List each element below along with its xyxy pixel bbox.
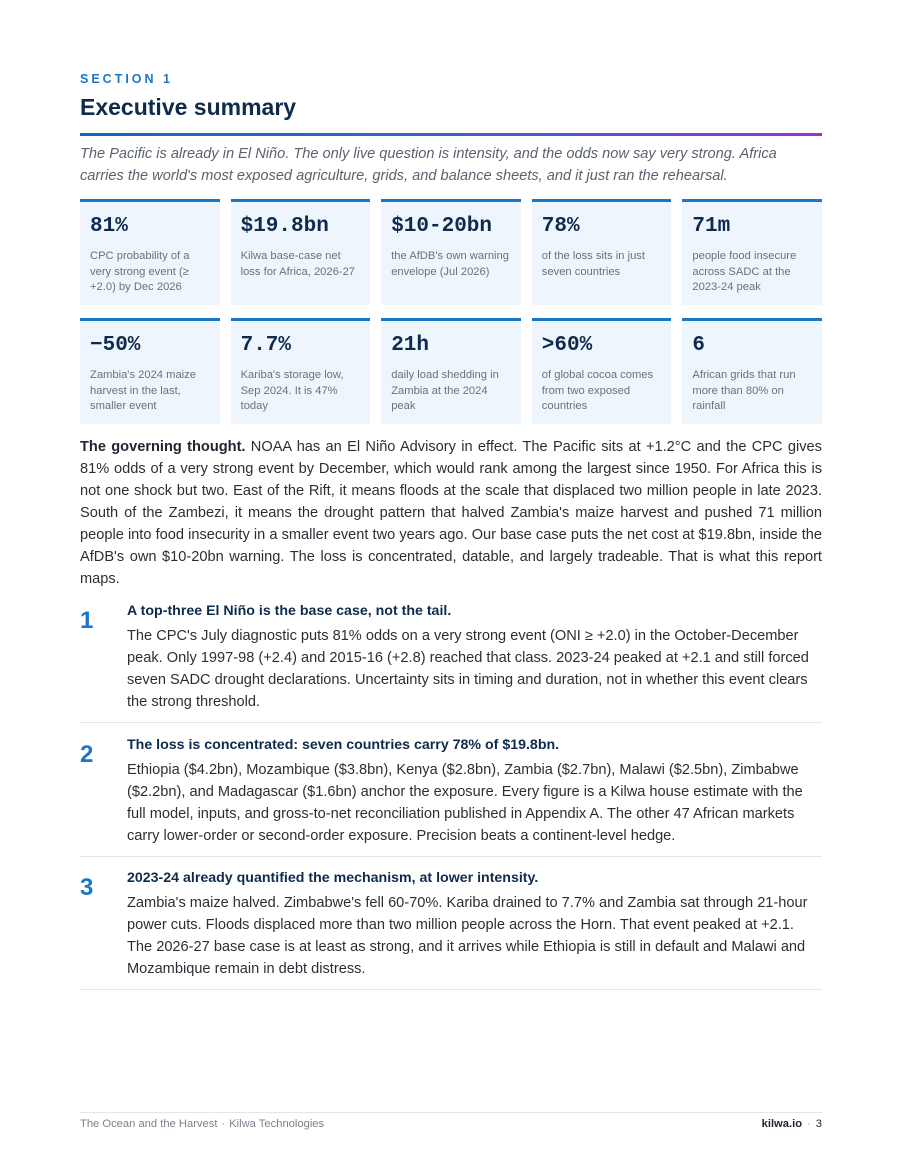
stats-row-2 [80,318,822,424]
finding-body: Ethiopia ($4.2bn), Mozambique ($3.8bn), Kenya ($2.8bn), Zambia ($2.7bn), Malawi ($2.5bn), Zimbabwe ($2.2bn), and Madagascar ($1.6bn) anchor the exposure. Every figure is a Kilwa house estimate with the full model, inputs, and gross-to-net reconciliation published in Appendix A. The other 47 African markets carry lower-order or second-order exposure. Precision beats a continent-level hedge. [127,762,803,844]
stat-value: $19.8bn [240,215,329,238]
footer-left [80,1118,324,1130]
finding-number: 1 [80,607,94,634]
finding-number: 2 [80,741,94,768]
stat-card [682,199,822,305]
footer-org: Kilwa Technologies [229,1118,325,1130]
footer-separator: · [807,1118,811,1130]
governing-thought-text: NOAA has an El Niño Advisory in effect. The Pacific sits at +1.2°C and the CPC gives 81% odds of a very strong event by December, which would rank among the largest since 1950. For Africa this is not one shock but two. East of the Rift, it means floods at the scale that displaced two million people in late 2023. South of the Zambezi, it means the drought pattern that halved Zambia's maize harvest and pushed 71 million people into food insecurity in a smaller event two years ago. Our base case puts the net cost at $19.8bn, inside the AfDB's own $10-20bn warning. The loss is concentrated, datable, and largely tradeable. That is what this report maps. [80,439,822,587]
section-label: SECTION 1 [80,72,173,86]
stat-value: 21h [391,334,429,357]
stat-card [231,318,371,424]
stat-description: Zambia's 2024 maize harvest in the last, smaller event [90,369,196,413]
finding-heading: A top-three El Niño is the base case, not the tail. [127,603,452,619]
stat-description: Kilwa base-case net loss for Africa, 2026-27 [240,250,356,278]
stat-value: >60% [541,334,593,357]
footer-doc-title: The Ocean and the Harvest [80,1118,218,1130]
stat-card [381,318,521,424]
stat-description: of the loss sits in just seven countries [541,250,645,278]
footer-separator: · [221,1118,226,1130]
page-number: 3 [815,1118,822,1130]
stat-value: 81% [90,215,128,238]
finding-item [80,867,822,990]
stat-card [231,199,371,305]
finding-body: Zambia's maize halved. Zimbabwe's fell 60-70%. Kariba drained to 7.7% and Zambia sat through 21-hour power cuts. Floods displaced more than two million people across the Horn. That event peaked at +2.1. The 2026-27 base case is at least as strong, and it arrives while Ethiopia is still in default and Malawi and Mozambique remain in debt distress. [127,895,808,977]
stat-description: CPC probability of a very strong event (≥ +2.0) by Dec 2026 [90,250,190,294]
stat-value: −50% [90,334,141,357]
stat-description: daily load shedding in Zambia at the 2024 peak [391,369,499,413]
footer-divider [80,1112,822,1113]
finding-item [80,600,822,723]
title-divider [80,133,822,136]
stat-card [80,318,220,424]
finding-number: 3 [80,874,94,901]
stats-row-1 [80,199,822,305]
governing-thought-paragraph [80,436,822,590]
stat-description: Kariba's storage low, Sep 2024. It is 47% today [240,369,344,413]
stat-card [532,199,672,305]
report-page [80,0,822,1166]
finding-heading: 2023-24 already quantified the mechanism, at lower intensity. [127,870,539,886]
footer-right [762,1118,822,1130]
stat-card [532,318,672,424]
governing-thought-lead: The governing thought. [80,439,246,455]
stat-description: African grids that run more than 80% on rainfall [692,369,796,413]
finding-heading: The loss is concentrated: seven countries carry 78% of $19.8bn. [127,737,560,753]
finding-item [80,734,822,857]
stat-value: 71m [692,215,731,238]
stat-description: people food insecure across SADC at the 2023-24 peak [692,250,797,294]
stat-description: of global cocoa comes from two exposed countries [541,369,654,413]
stat-card [80,199,220,305]
stat-value: 7.7% [240,334,292,357]
stat-value: $10-20bn [391,215,493,238]
stat-card [682,318,822,424]
stat-value: 78% [541,215,580,238]
page-title: Executive summary [80,94,297,120]
stat-value: 6 [692,334,705,357]
finding-body: The CPC's July diagnostic puts 81% odds on a very strong event (ONI ≥ +2.0) in the October-December peak. Only 1997-98 (+2.4) and 2015-16 (+2.8) reached that class. 2023-24 peaked at +2.1 and still forced seven SADC drought declarations. Uncertainty sits in timing and duration, not in whether this event clears the strong threshold. [127,628,809,710]
lede-paragraph: The Pacific is already in El Niño. The only live question is intensity, and the odds now say very strong. Africa carries the world's most exposed agriculture, grids, and balance sheets, and it just ran the rehearsal. [80,146,777,184]
stat-description: the AfDB's own warning envelope (Jul 2026) [391,250,509,278]
footer-site-link[interactable]: kilwa.io [761,1118,803,1130]
stat-card [381,199,521,305]
